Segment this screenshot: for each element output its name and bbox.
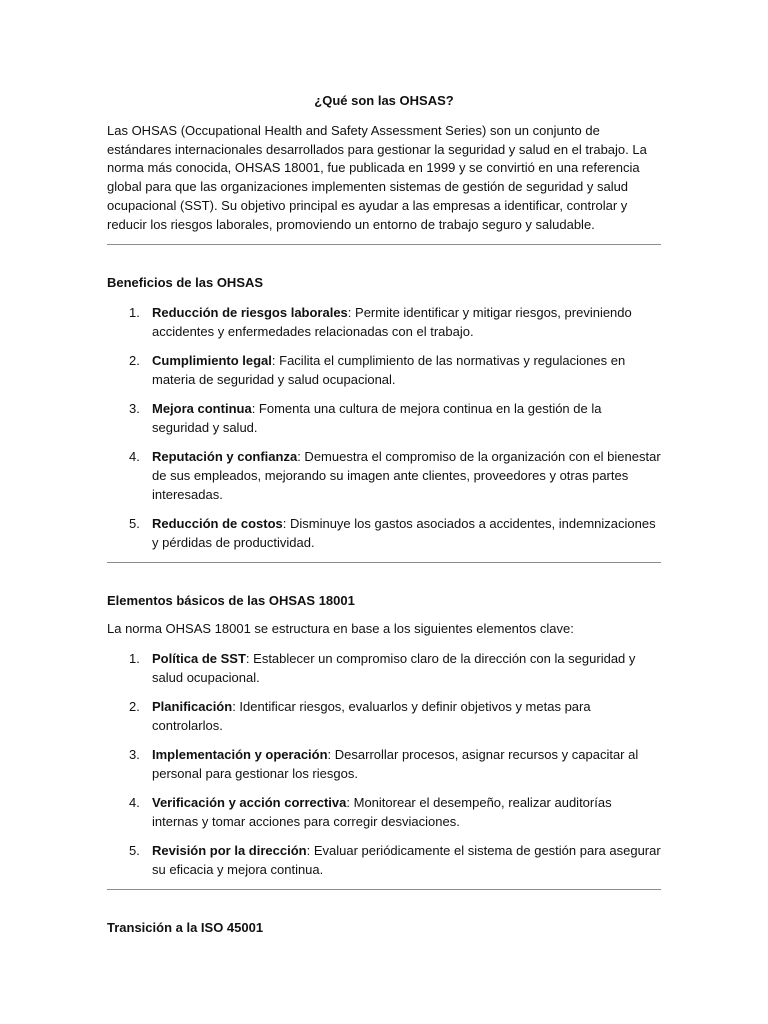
list-term: Verificación y acción correctiva bbox=[152, 794, 347, 810]
heading-transicion: Transición a la ISO 45001 bbox=[107, 919, 264, 935]
list-text: : Fomenta una cultura de mejora continua en la gestión de la seguridad y salud. bbox=[152, 401, 602, 436]
section-divider bbox=[107, 889, 661, 890]
section-divider bbox=[107, 562, 661, 563]
list-item bbox=[107, 649, 661, 687]
list-text: : Permite identificar y mitigar riesgos, previniendo accidentes y enfermedades relacionadas con el trabajo. bbox=[152, 305, 632, 340]
list-item bbox=[107, 745, 661, 783]
list-item bbox=[107, 399, 661, 437]
list-term: Política de SST bbox=[152, 650, 246, 666]
list-text: : Identificar riesgos, evaluarlos y definir objetivos y metas para controlarlos. bbox=[152, 698, 591, 733]
list-item bbox=[107, 793, 661, 831]
list-term: Revisión por la dirección bbox=[152, 842, 307, 858]
list-number: 5. bbox=[129, 842, 140, 858]
list-text: : Facilita el cumplimiento de las normativas y regulaciones en materia de seguridad y salud ocupacional. bbox=[152, 353, 626, 388]
elements-list bbox=[107, 649, 661, 879]
list-term: Implementación y operación bbox=[152, 746, 328, 762]
list-text: : Monitorear el desempeño, realizar auditorías internas y tomar acciones para corregir desviaciones. bbox=[152, 794, 612, 829]
section-divider bbox=[107, 244, 661, 245]
list-number: 4. bbox=[129, 449, 140, 465]
intro-paragraph: Las OHSAS (Occupational Health and Safety Assessment Series) son un conjunto de estándares internacionales desarrollados para gestionar la seguridad y salud en el trabajo. La norma más conocida, OHSAS 18001, fue publicada en 1999 y se convirtió en una referencia global para que las organizaciones implementen sistemas de gestión de seguridad y salud ocupacional (SST). Su objetivo principal es ayudar a las empresas a identificar, controlar y reducir los riesgos laborales, promoviendo un entorno de trabajo seguro y saludable. bbox=[107, 123, 647, 232]
heading-beneficios: Beneficios de las OHSAS bbox=[107, 275, 264, 291]
list-item bbox=[107, 351, 661, 389]
list-term: Planificación bbox=[152, 698, 233, 714]
list-text: : Demuestra el compromiso de la organización con el bienestar de sus empleados, mejorando su imagen ante clientes, proveedores y otras partes interesadas. bbox=[152, 449, 661, 503]
list-item bbox=[107, 447, 661, 504]
list-item bbox=[107, 841, 661, 879]
list-number: 2. bbox=[129, 698, 140, 714]
list-number: 4. bbox=[129, 794, 140, 810]
list-term: Reducción de riesgos laborales bbox=[152, 305, 348, 321]
section-title-ohsas: ¿Qué son las OHSAS? bbox=[314, 93, 454, 108]
heading-elementos: Elementos básicos de las OHSAS 18001 bbox=[107, 593, 355, 609]
elements-intro: La norma OHSAS 18001 se estructura en base a los siguientes elementos clave: bbox=[107, 621, 574, 637]
list-text: : Disminuye los gastos asociados a accidentes, indemnizaciones y pérdidas de productividad. bbox=[152, 516, 656, 551]
list-term: Reputación y confianza bbox=[152, 449, 298, 465]
list-number: 3. bbox=[129, 746, 140, 762]
list-item bbox=[107, 514, 661, 552]
list-number: 3. bbox=[129, 401, 140, 417]
list-number: 5. bbox=[129, 516, 140, 532]
list-item bbox=[107, 303, 661, 341]
list-number: 1. bbox=[129, 650, 140, 666]
list-text: : Evaluar periódicamente el sistema de gestión para asegurar su eficacia y mejora continua. bbox=[152, 842, 661, 877]
benefits-list bbox=[107, 303, 661, 552]
list-term: Mejora continua bbox=[152, 401, 252, 417]
list-term: Reducción de costos bbox=[152, 516, 283, 532]
list-number: 1. bbox=[129, 305, 140, 321]
list-text: : Establecer un compromiso claro de la dirección con la seguridad y salud ocupacional. bbox=[152, 650, 636, 685]
list-item bbox=[107, 697, 661, 735]
list-text: : Desarrollar procesos, asignar recursos y capacitar al personal para gestionar los riesgos. bbox=[152, 746, 639, 781]
list-number: 2. bbox=[129, 353, 140, 369]
document-content bbox=[107, 92, 661, 937]
list-term: Cumplimiento legal bbox=[152, 353, 272, 369]
